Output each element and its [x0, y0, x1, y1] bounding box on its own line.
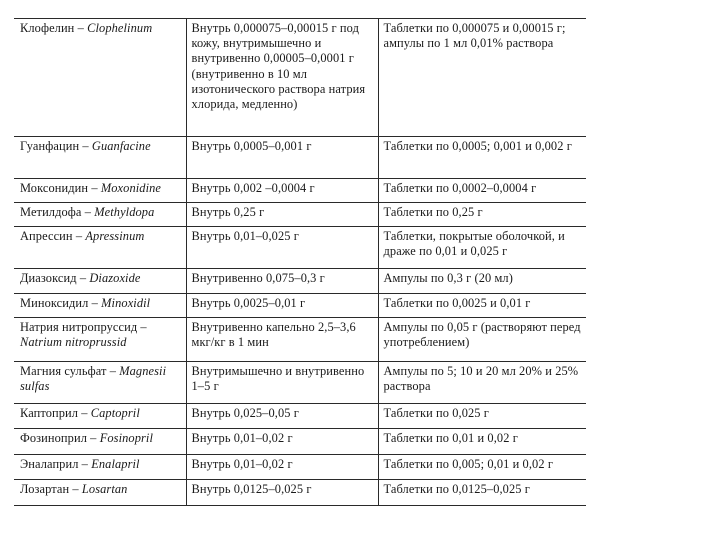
latin-name: Captopril	[90, 406, 140, 420]
drug-name-cell: Апрессин – Apressinum	[20, 229, 145, 243]
form-cell: Ампулы по 5; 10 и 20 мл 20% и 25% раствора	[383, 364, 579, 394]
table-row	[14, 203, 586, 227]
form-cell: Ампулы по 0,3 г (20 мл)	[383, 271, 513, 285]
dosage-cell: Внутрь 0,01–0,02 г	[186, 455, 378, 480]
drug-name-cell: Метилдофа – Methyldopa	[20, 205, 155, 219]
drug-name-cell: Эналаприл – Enalapril	[20, 457, 140, 471]
dosage-cell: Внутривенно капельно 2,5–3,6 мкг/кг в 1 мин	[186, 318, 378, 362]
latin-name: Losartan	[81, 482, 128, 496]
latin-name: Methyldopa	[94, 205, 155, 219]
latin-name: Magnesii sulfas	[20, 364, 167, 394]
form-cell: Таблетки, покрытые оболочкой, и драже по 0,01 и 0,025 г	[383, 229, 565, 259]
table-row	[14, 429, 586, 455]
latin-name: Fosinopril	[99, 431, 154, 445]
dosage-cell: Внутривенно 0,075–0,3 г	[186, 269, 378, 294]
table-row	[14, 455, 586, 480]
form-cell: Таблетки по 0,0025 и 0,01 г	[383, 296, 531, 310]
drug-dosage-page	[14, 18, 586, 506]
dosage-cell: Внутрь 0,25 г	[186, 203, 378, 227]
dosage-cell: Внутрь 0,000075–0,00015 г под кожу, внутримышечно и внутривенно 0,00005–0,0001 г (внутривенно в 10 мл изотонического раствора натрия хлорида, медленно)	[186, 19, 378, 137]
table-row	[14, 404, 586, 429]
form-cell: Таблетки по 0,01 и 0,02 г	[383, 431, 518, 445]
latin-name: Enalapril	[91, 457, 140, 471]
latin-name: Apressinum	[85, 229, 145, 243]
table-row	[14, 318, 586, 362]
latin-name: Clophelinum	[87, 21, 153, 35]
form-cell: Ампулы по 0,05 г (растворяют перед употреблением)	[383, 320, 581, 350]
table-row	[14, 137, 586, 179]
latin-name: Diazoxide	[89, 271, 141, 285]
table-row	[14, 269, 586, 294]
latin-name: Moxonidine	[100, 181, 162, 195]
dosage-cell: Внутрь 0,0005–0,001 г	[186, 137, 378, 179]
drug-dosage-table	[14, 18, 586, 506]
drug-name-cell: Клофелин – Clophelinum	[20, 21, 153, 35]
table-row	[14, 227, 586, 269]
drug-name-cell: Каптоприл – Captopril	[20, 406, 140, 420]
drug-name-cell: Гуанфацин – Guanfacine	[20, 139, 151, 153]
form-cell: Таблетки по 0,25 г	[383, 205, 483, 219]
latin-name: Natrium nitroprussid	[20, 335, 127, 350]
form-cell: Таблетки по 0,0002–0,0004 г	[383, 181, 537, 195]
dosage-cell: Внутрь 0,0125–0,025 г	[186, 480, 378, 506]
dosage-cell: Внутрь 0,002 –0,0004 г	[186, 179, 378, 203]
table-row	[14, 19, 586, 137]
drug-name-cell: Натрия нитропруссид – Natrium nitroprussid	[20, 320, 147, 350]
dosage-cell: Внутрь 0,01–0,02 г	[186, 429, 378, 455]
table-row	[14, 362, 586, 404]
latin-name: Minoxidil	[101, 296, 151, 310]
form-cell: Таблетки по 0,005; 0,01 и 0,02 г	[383, 457, 554, 471]
form-cell: Таблетки по 0,000075 и 0,00015 г; ампулы по 1 мл 0,01% раствора	[383, 21, 566, 51]
dosage-cell: Внутримышечно и внутривенно 1–5 г	[186, 362, 378, 404]
drug-name-cell: Фозиноприл – Fosinopril	[20, 431, 154, 445]
dosage-cell: Внутрь 0,01–0,025 г	[186, 227, 378, 269]
drug-name-cell: Миноксидил – Minoxidil	[20, 296, 151, 310]
table-row	[14, 294, 586, 318]
form-cell: Таблетки по 0,0125–0,025 г	[383, 482, 530, 496]
drug-name-cell: Диазоксид – Diazoxide	[20, 271, 141, 285]
drug-name-cell: Магния сульфат – Magnesii sulfas	[20, 364, 167, 394]
dosage-cell: Внутрь 0,0025–0,01 г	[186, 294, 378, 318]
form-cell: Таблетки по 0,025 г	[383, 406, 489, 420]
dosage-cell: Внутрь 0,025–0,05 г	[186, 404, 378, 429]
form-cell: Таблетки по 0,0005; 0,001 и 0,002 г	[383, 139, 572, 153]
latin-name: Guanfacine	[91, 139, 151, 153]
drug-name-cell: Моксонидин – Moxonidine	[20, 181, 162, 195]
drug-name-cell: Лозартан – Losartan	[20, 482, 128, 496]
table-row	[14, 480, 586, 506]
table-row	[14, 179, 586, 203]
